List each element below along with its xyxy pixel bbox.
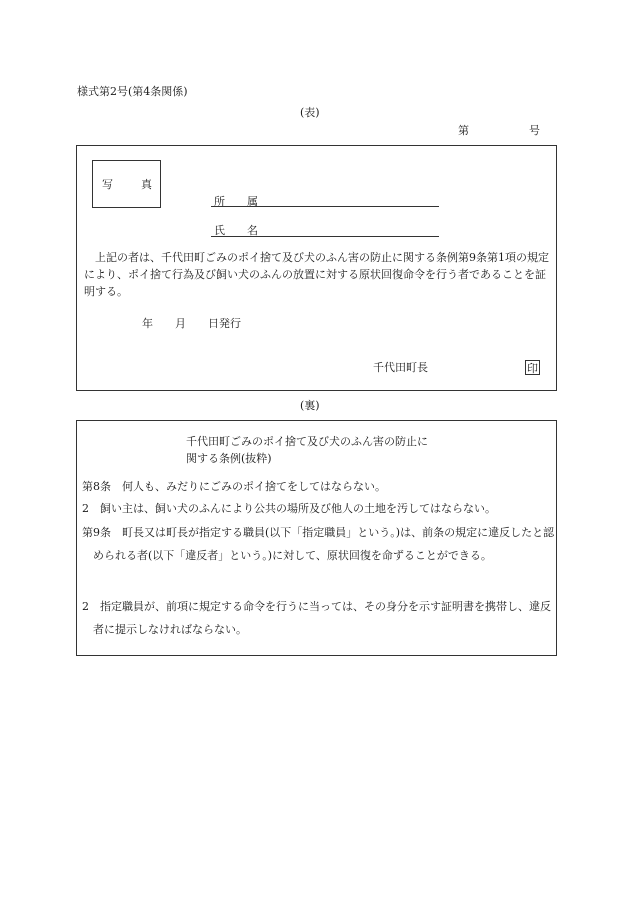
article-9-para-1: 第9条 町長又は町長が指定する職員(以下「指定職員」という。)は、前条の規定に違反したと認められる者(以下「違反者」という。)に対して、原状回復を命ずることができる。 (82, 526, 555, 562)
number-suffix: 号 (529, 124, 540, 137)
affiliation-label: 所 属 (214, 195, 258, 208)
back-label: (裏) (300, 399, 320, 412)
issuer: 千代田町長 (373, 361, 428, 374)
number-prefix: 第 (458, 124, 469, 137)
front-card (76, 145, 557, 391)
article-8-para-2: 2 飼い主は、飼い犬のふんにより公共の場所及び他人の土地を汚してはならない。 (82, 502, 496, 515)
affiliation-line (211, 206, 439, 207)
back-card (76, 420, 557, 656)
name-label: 氏 名 (214, 224, 258, 237)
photo-label: 写 真 (102, 178, 154, 191)
name-line (211, 236, 439, 237)
article-9-para-2: 2 指定職員が、前項に規定する命令を行うに当っては、その身分を示す証明書を携帯し、違反者に提示しなければならない。 (82, 600, 551, 636)
issue-date: 年 月 日発行 (142, 317, 241, 330)
seal-stamp: 印 (527, 362, 538, 375)
regulation-title-line2: 関する条例(抜粋) (186, 452, 272, 465)
front-label: (表) (300, 106, 320, 119)
regulation-title-line1: 千代田町ごみのポイ捨て及び犬のふん害の防止に (186, 435, 428, 448)
form-number: 様式第2号(第4条関係) (77, 85, 188, 98)
photo-box (92, 160, 161, 208)
certificate-text: 上記の者は、千代田町ごみのポイ捨て及び犬のふん害の防止に関する条例第9条第1項の規定により、ポイ捨て行為及び飼い犬のふんの放置に対する原状回復命令を行う者であることを証明する。 (84, 251, 549, 299)
article-8-para-1: 第8条 何人も、みだりにごみのポイ捨てをしてはならない。 (82, 480, 386, 493)
